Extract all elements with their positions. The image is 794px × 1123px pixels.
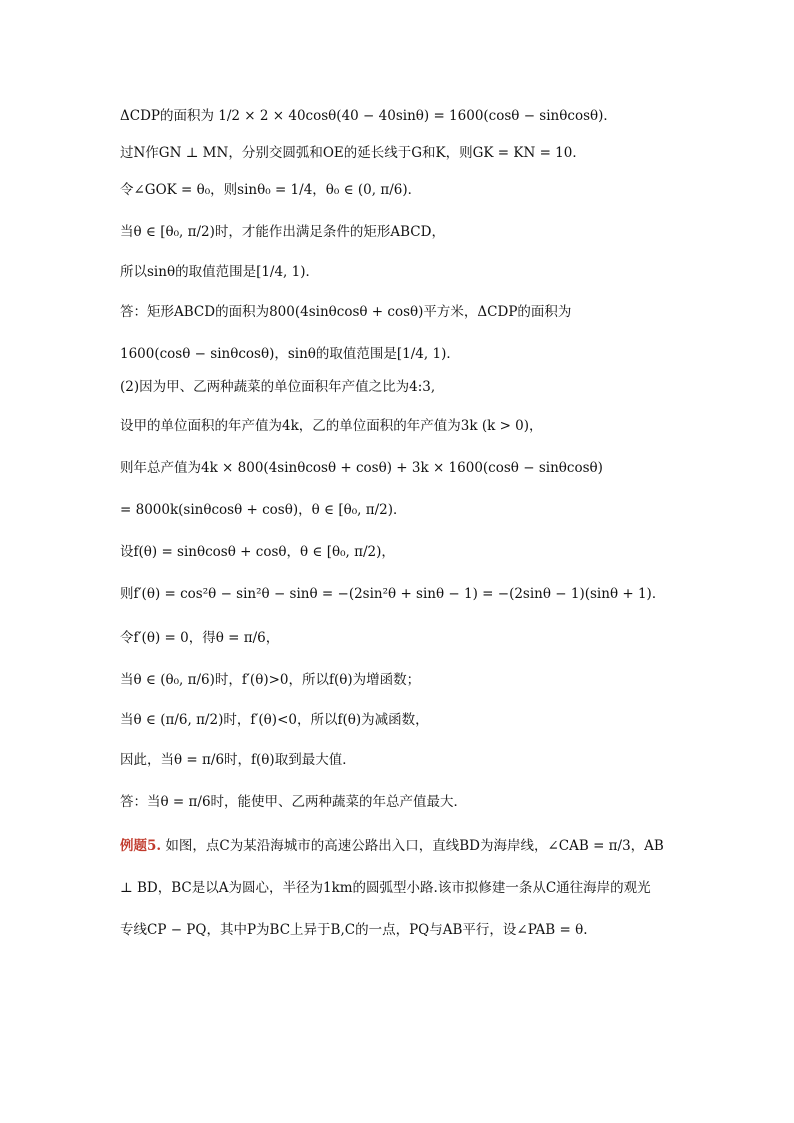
text-line: = 8000k(sinθcosθ + cosθ)，θ ∈ [θ₀, π/2)． <box>120 502 407 518</box>
text-line: 当θ ∈ (π/6, π/2)时，f′(θ)<0，所以f(θ)为减函数， <box>120 712 429 728</box>
text-line: 1600(cosθ − sinθcosθ)，sinθ的取值范围是[1/4, 1)． <box>120 346 460 362</box>
text-line: 则年总产值为4k × 800(4sinθcosθ + cosθ) + 3k × 1600(cosθ − sinθcosθ) <box>120 460 603 476</box>
text-line: (2)因为甲、乙两种蔬菜的单位面积年产值之比为4:3, <box>120 379 436 395</box>
text-line: 所以sinθ的取值范围是[1/4, 1)． <box>120 264 319 280</box>
text-line: 当θ ∈ [θ₀, π/2)时，才能作出满足条件的矩形ABCD， <box>120 224 445 240</box>
text-line: 令f′(θ) = 0，得θ = π/6， <box>120 630 280 646</box>
example-text: 如图，点C为某沿海城市的高速公路出入口，直线BD为海岸线，∠CAB = π/3，AB <box>165 838 664 854</box>
text-line: 则f′(θ) = cos²θ − sin²θ − sinθ = −(2sin²θ + sinθ − 1) = −(2sinθ − 1)(sinθ + 1)． <box>120 586 666 602</box>
example-label: 例题5. <box>120 838 162 854</box>
text-line: 答：矩形ABCD的面积为800(4sinθcosθ + cosθ)平方米，ΔCDP的面积为 <box>120 304 572 320</box>
text-line: 设f(θ) = sinθcosθ + cosθ，θ ∈ [θ₀, π/2)， <box>120 544 395 560</box>
text-line: 令∠GOK = θ₀，则sinθ₀ = 1/4，θ₀ ∈ (0, π/6)． <box>120 182 422 198</box>
example-line-2: ⊥ BD，BC是以A为圆心，半径为1km的圆弧型小路.该市拟修建一条从C通往海岸的观光 <box>120 880 651 896</box>
text-line: 当θ ∈ (θ₀, π/6)时，f′(θ)>0，所以f(θ)为增函数； <box>120 672 421 688</box>
text-line: 答：当θ = π/6时，能使甲、乙两种蔬菜的年总产值最大． <box>120 794 468 810</box>
example-line-3: 专线CP − PQ，其中P为BC上异于B,C的一点，PQ与AB平行，设∠PAB = θ. <box>120 922 588 938</box>
text-line: 过N作GN ⊥ MN，分别交圆弧和OE的延长线于G和K，则GK = KN = 10． <box>120 145 586 161</box>
text-line: 因此，当θ = π/6时，f(θ)取到最大值． <box>120 752 356 768</box>
text-line: ΔCDP的面积为 1/2 × 2 × 40cosθ(40 − 40sinθ) = 1600(cosθ − sinθcosθ)． <box>120 108 617 124</box>
example-line-1 <box>120 840 680 854</box>
text-line: 设甲的单位面积的年产值为4k，乙的单位面积的年产值为3k (k > 0)， <box>120 418 543 434</box>
